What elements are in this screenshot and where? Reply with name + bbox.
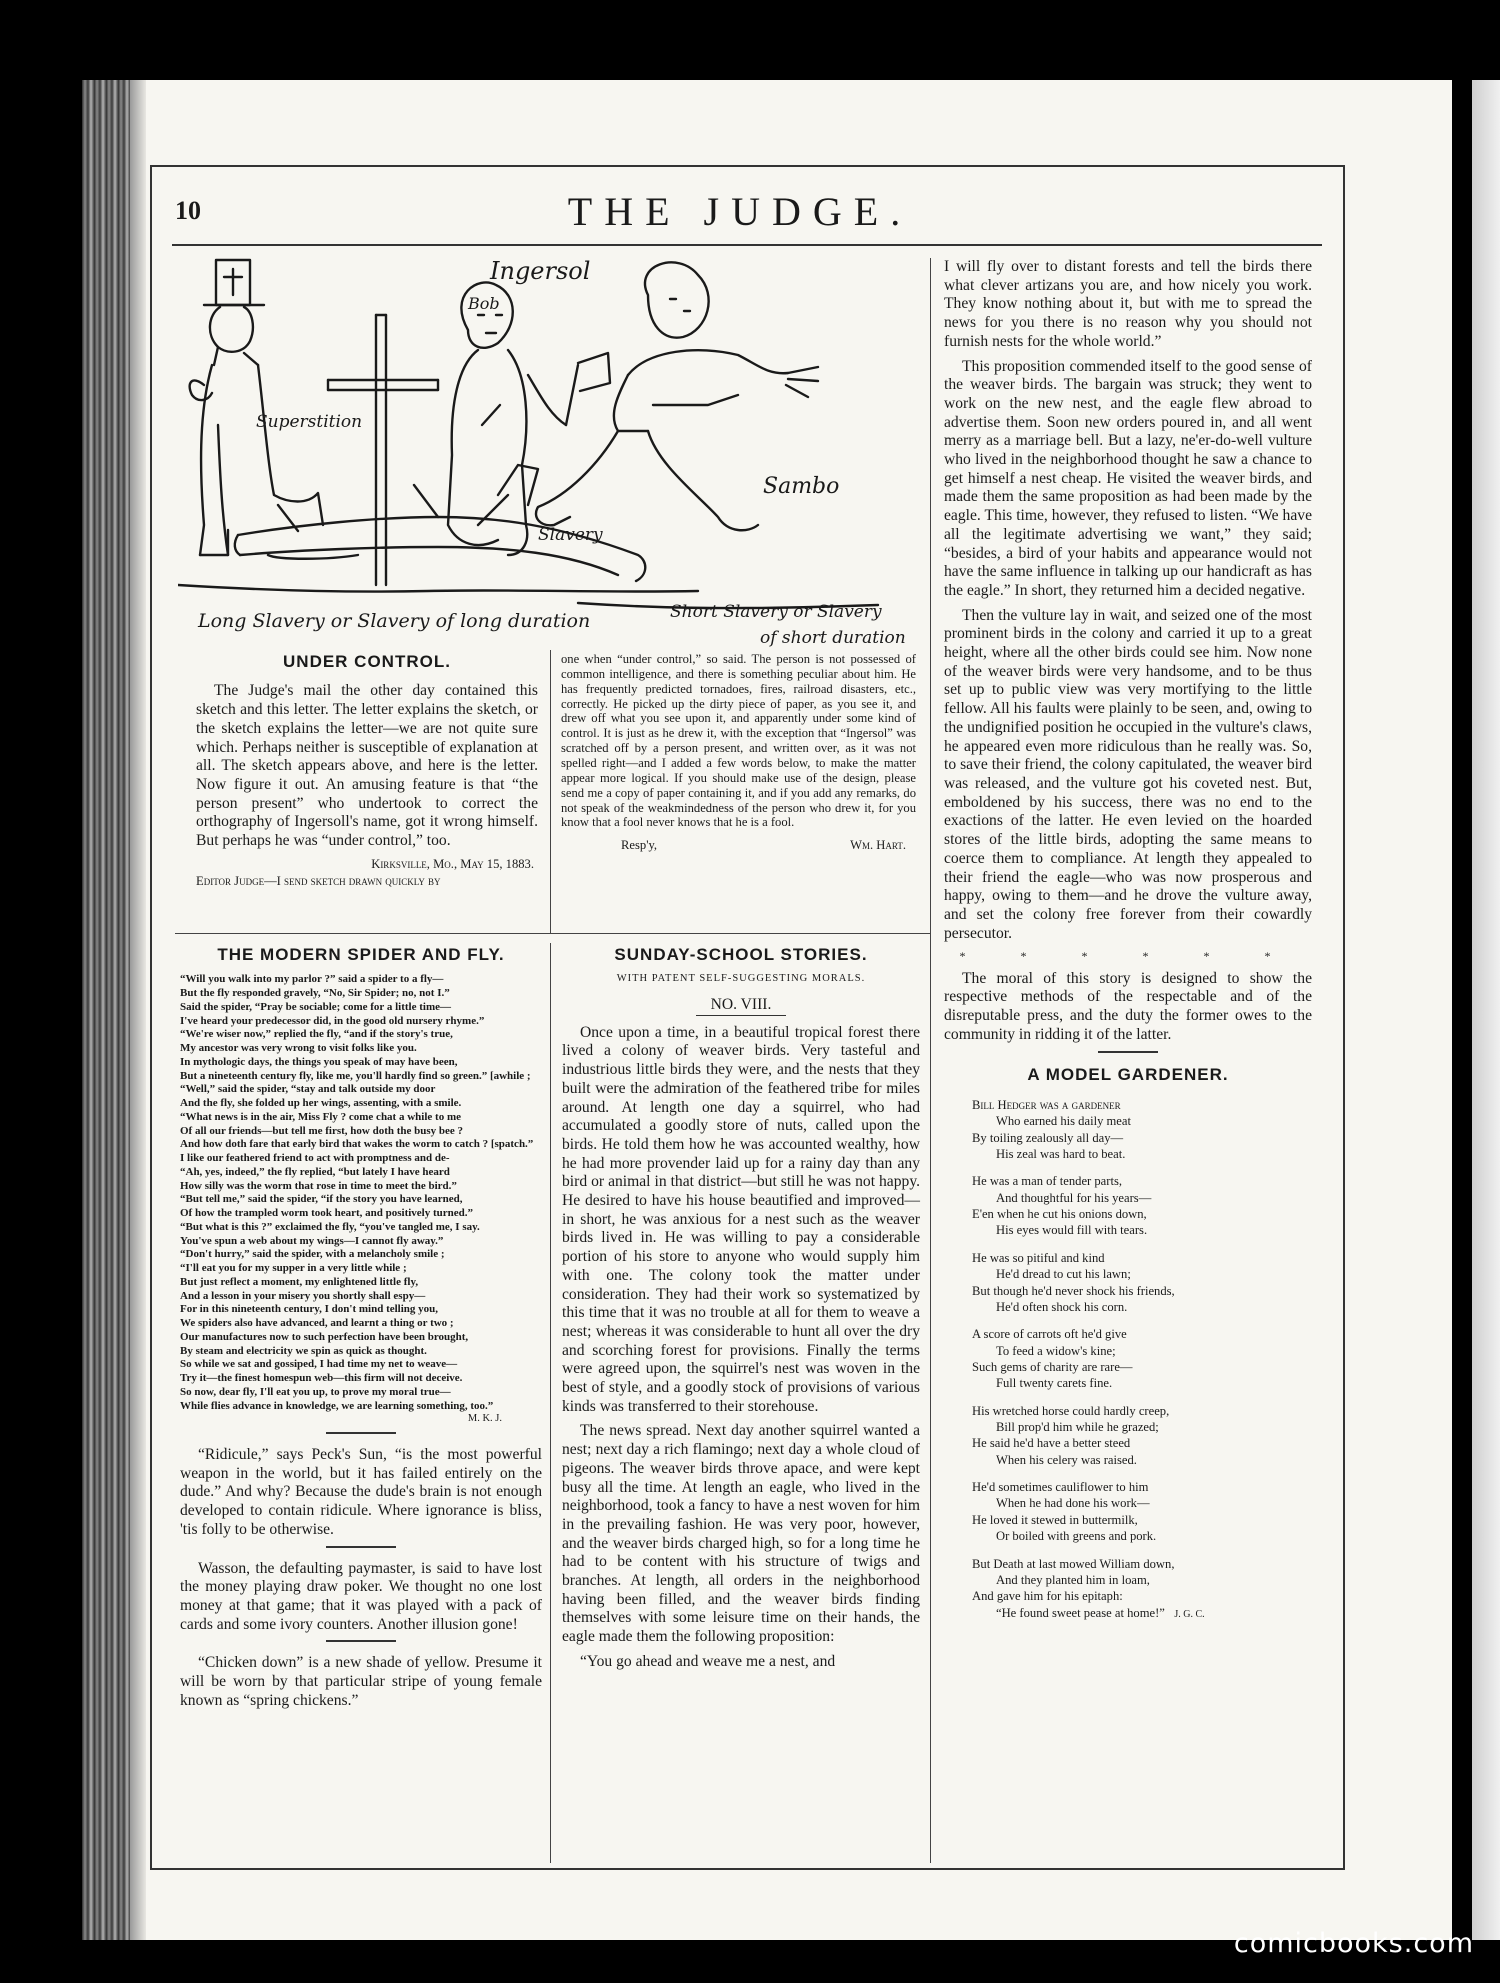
spider-column — [180, 945, 542, 1716]
chicken-paragraph: “Chicken down” is a new shade of yellow. Presume it will be worn by that particular stripe of young female known as “spring chickens.” — [180, 1654, 542, 1709]
under-control-right — [561, 652, 916, 853]
story-continuation: I will fly over to distant forests and tell the birds there what clever artizans you are, and how nicely you work. They know nothing about it, but with me to spread the news for you there is no reason why you should not furnish nests for the whole world.” — [944, 258, 1312, 350]
letter-signoff — [561, 838, 916, 853]
poem-line: Bill Hedger was a gardener — [972, 1097, 1121, 1112]
poem-line: His wretched horse could hardly creep, — [972, 1403, 1170, 1418]
divider — [326, 1640, 396, 1642]
divider — [1098, 1051, 1158, 1053]
divider — [326, 1432, 396, 1434]
story-paragraph-2: This proposition commended itself to the good sense of the weaver birds. The bargain was struck; they went to work on the new nest, and the eagle flew abroad to advertise them. Soon new orders poured in, and all went merry as a marriage bell. But a lazy, ne'er-do-well vulture who lived in the neighborhood thought he saw a chance to get himself a nest cheap. He visited the weaver birds, and made them the same proposition as had been made by the eagle. This time, however, they refused to listen. “We have all the legitimate advertising we want,” they said; “besides, a bird of your habits and appearance would not have the same influence in talking up our handicraft as has the eagle.” In short, they returned him a decided negative. — [944, 357, 1312, 599]
label-sambo: Sambo — [763, 474, 840, 499]
gardener-stanza — [972, 1250, 1312, 1315]
poem-line: When his celery was raised. — [996, 1452, 1137, 1467]
log-slavery — [235, 465, 645, 581]
column-rule-2 — [550, 943, 551, 1863]
poem-line: Such gems of charity are rare— — [972, 1359, 1133, 1374]
gardener-stanza — [972, 1326, 1312, 1391]
wasson-paragraph: Wasson, the defaulting paymaster, is said to have lost the money playing draw poker. We thought no one lost money at that game; that it was played with a pack of cards and some ivory counters. Another illusion gone! — [180, 1559, 542, 1633]
ground-line — [178, 585, 698, 592]
poem-line: A score of carrots oft he'd give — [972, 1327, 1127, 1342]
spider-signature: M. K. J. — [467, 1413, 502, 1425]
label-ingersol: Ingersol — [490, 257, 591, 285]
poem-line: He'd often shock his corn. — [996, 1299, 1128, 1314]
sunday-school-subtitle: WITH PATENT SELF-SUGGESTING MORALS. — [616, 973, 866, 985]
figure-bob — [448, 282, 610, 555]
poem-line — [972, 1605, 1312, 1621]
story-paragraph-3: Then the vulture lay in wait, and seized one of the most prominent birds in the colony and carried it up to a great height, where all the other birds could see him. Now none of the weaver birds were very handsome, and to be thus set up to public view was very mortifying to the little fellow. All his faults were plainly to be seen, and, owing to the undignified position he occupied in the vulture's claws, he appeared even more ridiculous than he really was. So, to save their friend, the colony capitulated, the weaver bird was released, and the vulture got his coveted nest. But, emboldened by his success, there was no end to the exactions of the latter. He even levied on the hoarded stores of the little birds, adopting the same means to coerce them to compliance. At length they appealed to their friend the eagle—who was now prosperous and happy, owing to them—and he drove the vulture away, and set the colony free forever from their cowardly persecutor. — [944, 606, 1312, 942]
label-bob: Bob — [468, 294, 500, 313]
column-rule-3 — [930, 258, 931, 1863]
poem-line: Who earned his daily meat — [996, 1114, 1131, 1129]
under-control-left — [196, 652, 538, 889]
poem-line: E'en when he cut his onions down, — [972, 1207, 1147, 1222]
poem-line: When he had done his work— — [996, 1496, 1150, 1511]
gardener-title: A MODEL GARDENER. — [1027, 1064, 1229, 1084]
divider — [326, 1546, 396, 1548]
poem-line: He'd dread to cut his lawn; — [996, 1267, 1131, 1282]
label-long-slavery: Long Slavery or Slavery of long duration — [198, 610, 591, 632]
poem-line: His eyes would fill with tears. — [996, 1223, 1148, 1238]
next-page-edge — [1472, 80, 1500, 1940]
under-control-intro: The Judge's mail the other day contained this sketch and this letter. The letter explains the sketch, or the sketch explains the letter—we are not quite sure which. Perhaps neither is susceptible of explanation at all. The sketch appears above, and here is the letter. Now figure it out. An amusing feature is that “the person present” who undertook to correct the orthography of Ingersoll's name, got it wrong himself. But perhaps he was “under control,” too. — [196, 682, 538, 850]
sunday-school-paragraph-1: Once upon a time, in a beautiful tropical forest there lived a colony of weaver birds. Very tasteful and industrious little birds they were, and the nests that they built were the admiration of the feathered tribe for miles around. At length one day a squirrel, who had accumulated a goodly store of nuts, called upon the birds. He told them how he was accounted wealthy, how he had more provender laid up for a rainy day than any bird or animal in that district—but still he was not happy. He desired to have his house beautified and improved—in short, he was anxious for a nest such as the weaver birds lived in. He was willing to pay a considerable portion of his store to anyone who would supply him with one. The colony took the matter under consideration. They had their work so systematized by this time that it was no trouble at all for them to weave a nest; whereas it was considerable to hunt all over the dry and scorching forest for provisions. Finally the terms were agreed upon, the squirrel's nest was woven in the best of style, and a goodly stock of provisions of various kinds was transferred to their storehouse. — [562, 1023, 920, 1415]
book-binding — [82, 80, 130, 1940]
column-rule-1 — [550, 650, 551, 933]
poem-line: But Death at last mowed William down, — [972, 1556, 1175, 1571]
poem-line: But though he'd never shock his friends, — [972, 1283, 1175, 1298]
story-moral: The moral of this story is designed to show the respective methods of the respectable and of the disreputable press, and the duty the former owes to the community in ridding it of the latter. — [944, 969, 1312, 1043]
cartoon-sketch — [178, 255, 913, 645]
letter-signature: Wm. Hart. — [850, 838, 906, 853]
letter-resp: Resp'y, — [621, 838, 658, 853]
ridicule-paragraph: “Ridicule,” says Peck's Sun, “is the most powerful weapon in the world, but it has failed entirely on the dude.” And why? Because the dude's brain is not enough developed to contain ridicule. Where ignorance is bliss, 'tis folly to be otherwise. — [180, 1445, 542, 1538]
sunday-school-column — [562, 945, 920, 1678]
gardener-signature: J. G. C. — [1174, 1608, 1205, 1620]
sunday-school-paragraph-2: The news spread. Next day another squirrel wanted a nest; next day a rich flamingo; next day a whole cloud of pigeons. The weaver birds throve apace, and were kept busy all the time. At length an eagle, who lived in the neighborhood, took a fancy to have a nest woven for him in the prevailing fashion. He was very poor, however, and the weaver birds charged high, so for a long time he had to be content with his structure of twigs and branches. At length, all orders in the neighborhood having been filled, and the weaver birds finding themselves with some leisure time on their hands, the eagle made them the following proposition: — [562, 1422, 920, 1646]
sunday-school-number: NO. VIII. — [696, 996, 786, 1016]
poem-line: Full twenty carets fine. — [996, 1376, 1113, 1391]
gardener-stanza — [972, 1556, 1312, 1621]
gardener-stanza — [972, 1403, 1312, 1468]
poem-line: He'd sometimes cauliflower to him — [972, 1480, 1149, 1495]
spider-poem: “Will you walk into my parlor ?” said a spider to a fly— But the fly responded gravely, “No, Sir Spider; no, not I.” Said the spider, “Pray be sociable; come for a little time— I've heard your predecessor did, in the good old nursery rhyme.” “We're wiser now,” replied the fly, “and if the story's true, My ancestor was very wrong to visit folks like you. In mythologic days, the things you speak of may have been, But a nineteenth century fly, like me, you'll hardly find so green.” [awhile ; “Well,” said the spider, “stay and talk outside my door And the fly, she folded up her wings, assenting, with a smile. “What news is in the air, Miss Fly ? come chat a while to me Of all our friends—but tell me first, how doth the busy bee ? And how doth fare that early bird that wakes the worm to catch ? [spatch.” I like our feathered friend to act with promptness and de- “Ah, yes, indeed,” the fly replied, “but lately I have heard How silly was the worm that rose in time to meet the bird.” “But tell me,” said the spider, “if the story you have learned, Of how the trampled worm took heart, and positively turned.” “But what is this ?” exclaimed the fly, “you've tangled me, I say. You've spun a web about my wings—I cannot fly away.” “Don't hurry,” said the spider, with a melancholy smile ; “I'll eat you for my supper in a very little while ; But just reflect a moment, my enlightened little fly, And a lesson in your misery you shortly shall espy— For in this nineteenth century, I don't mind telling you, We spiders also have advanced, and learnt a thing or two ; Our manufactures now to such perfection have been brought, By steam and electricity we spin as quick as thought. So while we sat and gossiped, I had time my net to weave— Try it—the finest homespun web—this firm will not deceive. So now, dear fly, I'll eat you up, to prove my moral true— While flies advance in knowledge, we are learning something, too.” — [180, 973, 534, 1412]
label-slavery: Slavery — [538, 525, 603, 545]
spider-title: THE MODERN SPIDER AND FLY. — [217, 945, 505, 964]
asterism: * * * * * * — [959, 949, 1297, 964]
poem-line: His zeal was hard to beat. — [996, 1146, 1126, 1161]
page-number: 10 — [175, 196, 201, 225]
poem-line: He was so pitiful and kind — [972, 1250, 1105, 1265]
label-short-duration: of short duration — [760, 628, 906, 648]
poem-last-line: “He found sweet pease at home!” — [996, 1605, 1165, 1620]
under-control-title: UNDER CONTROL. — [283, 652, 451, 671]
watermark-text: comicbooks.com — [1233, 1928, 1474, 1959]
sunday-school-paragraph-3: “You go ahead and weave me a nest, and — [580, 1652, 836, 1670]
poem-line: To feed a widow's kine; — [996, 1343, 1116, 1358]
masthead-rule — [172, 244, 1322, 246]
gardener-poem — [944, 1097, 1312, 1621]
cartoon-caption-short — [660, 595, 930, 655]
label-superstition: Superstition — [256, 412, 363, 432]
gardener-stanza — [972, 1097, 1312, 1162]
gardener-stanza — [972, 1479, 1312, 1544]
poem-line: And they planted him in loam, — [996, 1572, 1150, 1587]
poem-line: Or boiled with greens and pork. — [996, 1529, 1157, 1544]
binding-shadow — [130, 80, 146, 1940]
poem-line: And gave him for his epitaph: — [972, 1589, 1123, 1604]
masthead-title: THE JUDGE. — [567, 189, 913, 234]
gardener-stanza — [972, 1173, 1312, 1238]
poem-line: And thoughtful for his years— — [996, 1190, 1152, 1205]
right-column — [944, 258, 1312, 1621]
letter-opening: Editor Judge—I send sketch drawn quickly by — [196, 873, 441, 888]
sunday-school-title: SUNDAY-SCHOOL STORIES. — [614, 945, 868, 964]
poem-line: He loved it stewed in buttermilk, — [972, 1512, 1138, 1527]
section-rule — [175, 933, 930, 934]
poem-line: He was a man of tender parts, — [972, 1174, 1123, 1189]
poem-line: By toiling zealously all day— — [972, 1130, 1124, 1145]
poem-line: Bill prop'd him while he grazed; — [996, 1420, 1159, 1435]
label-short-slavery: Short Slavery or Slavery — [670, 602, 882, 622]
letter-body: one when “under control,” so said. The person is not possessed of common intelligence, and there is something peculiar about him. He has frequently predicted tornadoes, fires, railroad disasters, etc., correctly. He picked up the dirty piece of paper, as you see it, and drew off what you see upon it, and apparently under some kind of control. It is just as he drew it, with the exception that “Ingersol” was scratched off by a person present, and written over, as it was not spelled right—and I added a few words below, to make the matter appear more logical. If you should make use of the design, please send me a copy of paper containing it, and if you add any remarks, do not speak of the weakmindedness of the person who drew it, for you know that a fool never knows that he is a fool. — [561, 652, 916, 830]
poem-line: He said he'd have a better steed — [972, 1436, 1131, 1451]
cross — [268, 315, 438, 585]
letter-dateline: Kirksville, Mo., May 15, 1883. — [371, 856, 534, 871]
figure-superstition — [190, 260, 323, 555]
